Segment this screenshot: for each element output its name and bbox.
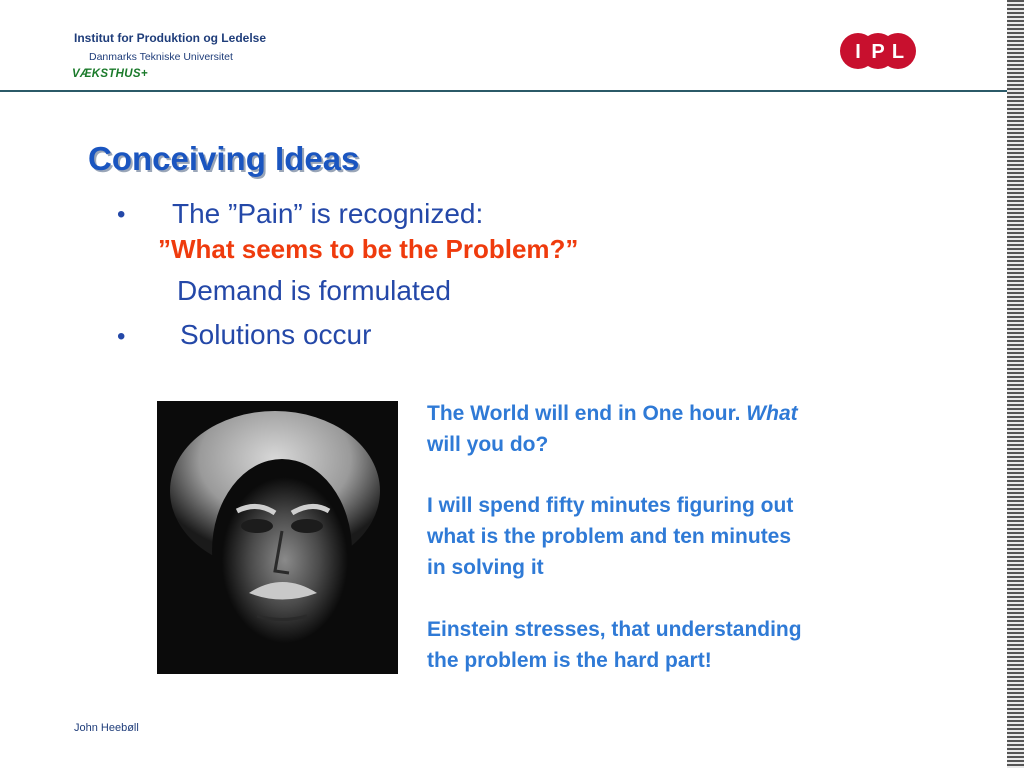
svg-text:I: I (855, 41, 861, 63)
answer-line-3: in solving it (427, 556, 544, 579)
question-italic-2: will you do? (427, 433, 549, 456)
institute-name: Institut for Produktion og Ledelse (74, 31, 266, 45)
bullet-1-demand: Demand is formulated (177, 275, 451, 306)
summary-line-1: Einstein stresses, that understanding (427, 618, 802, 641)
author-name: John Heebøll (74, 722, 139, 734)
university-name: Danmarks Tekniske Universitet (89, 51, 233, 63)
summary-line-2: the problem is the hard part! (427, 649, 712, 672)
bullet-marker-2: • (117, 323, 126, 350)
program-name: VÆKSTHUS+ (72, 68, 148, 80)
bullet-1-problem-question: ”What seems to be the Problem?” (158, 234, 579, 264)
einstein-portrait (157, 401, 398, 674)
answer-line-2: what is the problem and ten minutes (427, 525, 792, 548)
question-text: The World will end in One hour. (427, 402, 741, 425)
svg-text:L: L (891, 41, 905, 63)
slide-title: Conceiving Ideas (88, 140, 360, 177)
bullet-2-text: Solutions occur (180, 319, 372, 350)
decorative-stripe (1007, 0, 1024, 768)
svg-text:P: P (871, 41, 885, 63)
question-italic-1: What (746, 402, 798, 425)
header-divider (0, 90, 1007, 92)
answer-line-1: I will spend fifty minutes figuring out (427, 494, 794, 517)
bullet-marker-1: • (117, 201, 126, 228)
ipl-logo (840, 31, 916, 71)
question-line-1 (427, 398, 897, 429)
bullet-1-text: The ”Pain” is recognized: (172, 198, 484, 229)
